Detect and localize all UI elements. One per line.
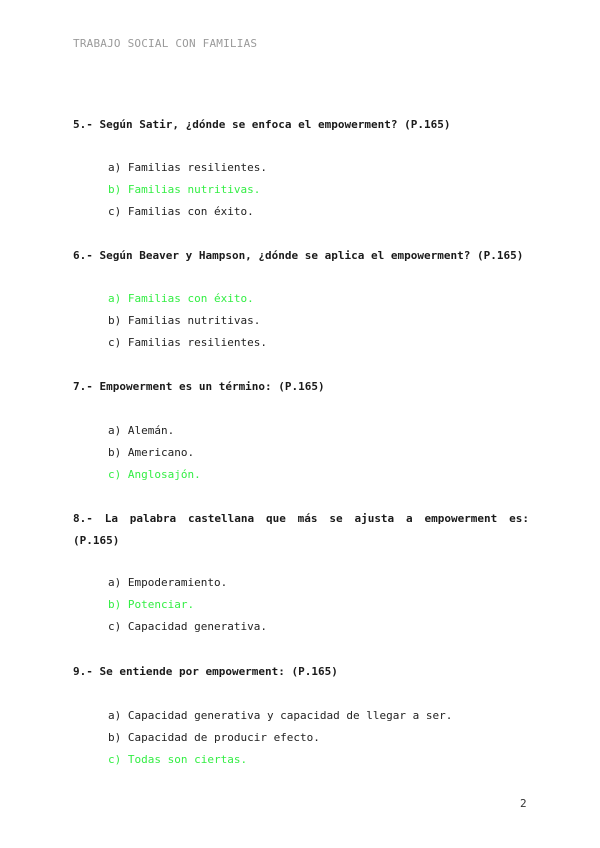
option-8a: a) Empoderamiento. — [108, 576, 228, 589]
page-number: 2 — [520, 797, 527, 810]
option-6c: c) Familias resilientes. — [108, 336, 267, 349]
option-5a: a) Familias resilientes. — [108, 161, 267, 174]
option-6a-correct: a) Familias con éxito. — [108, 292, 254, 305]
option-9b: b) Capacidad de producir efecto. — [108, 731, 320, 744]
question-8: 8.- La palabra castellana que más se ajusta a empowerment es: (P.165) — [73, 512, 529, 547]
option-8c: c) Capacidad generativa. — [108, 620, 267, 633]
option-6b: b) Familias nutritivas. — [108, 314, 261, 327]
question-7-options — [108, 420, 201, 486]
question-8-options — [108, 572, 267, 638]
question-6-options — [108, 288, 267, 354]
question-9: 9.- Se entiende por empowerment: (P.165) — [73, 665, 338, 678]
option-9a: a) Capacidad generativa y capacidad de llegar a ser. — [108, 709, 453, 722]
question-5-options — [108, 157, 267, 223]
question-5: 5.- Según Satir, ¿dónde se enfoca el empowerment? (P.165) — [73, 118, 451, 131]
option-8b-correct: b) Potenciar. — [108, 598, 195, 611]
option-9c-correct: c) Todas son ciertas. — [108, 753, 248, 766]
option-5c: c) Familias con éxito. — [108, 205, 254, 218]
option-7a: a) Alemán. — [108, 424, 175, 437]
option-7b: b) Americano. — [108, 446, 195, 459]
page-header: TRABAJO SOCIAL CON FAMILIAS — [73, 37, 258, 50]
option-5b-correct: b) Familias nutritivas. — [108, 183, 261, 196]
question-7: 7.- Empowerment es un término: (P.165) — [73, 380, 325, 393]
question-9-options — [108, 705, 452, 771]
question-6: 6.- Según Beaver y Hampson, ¿dónde se aplica el empowerment? (P.165) — [73, 249, 524, 262]
option-7c-correct: c) Anglosajón. — [108, 468, 201, 481]
